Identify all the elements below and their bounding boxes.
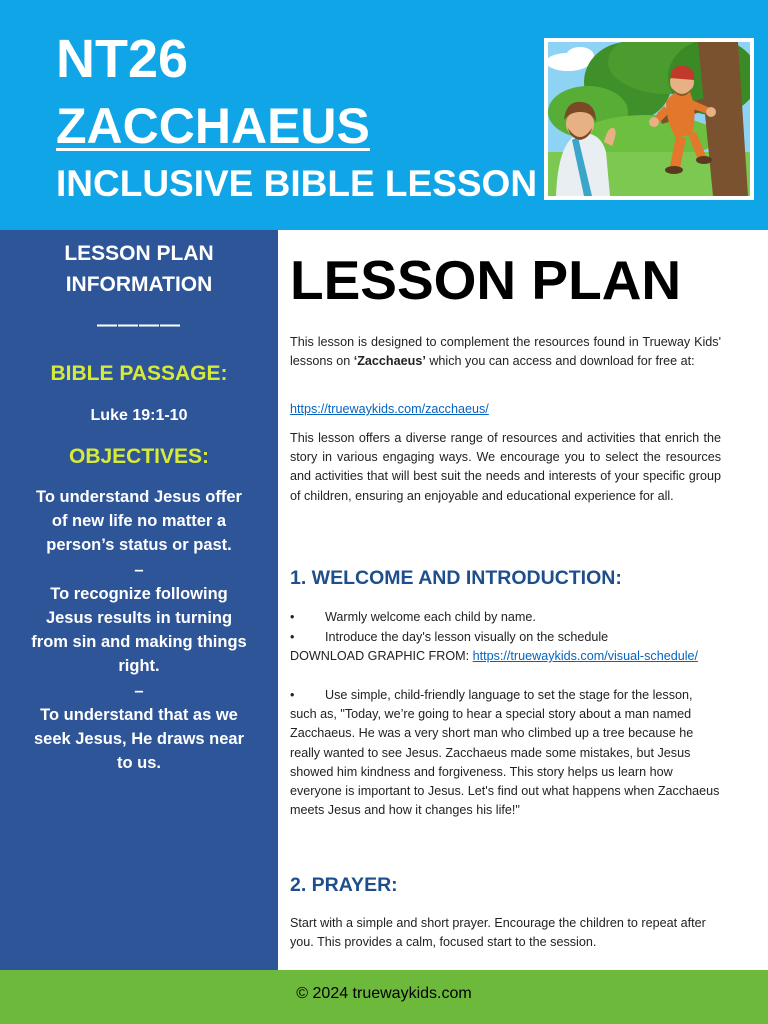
lesson-kind: INCLUSIVE BIBLE LESSON [56, 163, 538, 204]
objectives-list [26, 485, 252, 775]
bible-passage-label: BIBLE PASSAGE: [50, 362, 228, 385]
lesson-link[interactable]: https://truewaykids.com/zacchaeus/ [290, 402, 489, 416]
bullet: • [290, 630, 295, 644]
objective-item: To understand Jesus offer of new life no matter a person’s status or past. [36, 488, 242, 555]
sidebar-heading [0, 238, 278, 300]
sidebar-divider: ———— [97, 314, 181, 336]
sidebar-heading-line1: LESSON PLAN [64, 242, 214, 265]
visual-schedule-link[interactable]: https://truewaykids.com/visual-schedule/ [472, 649, 699, 664]
footer [0, 970, 768, 1024]
intro-text-end: which you can access and download for free at: [425, 354, 695, 369]
objective-item: To understand that as we seek Jesus, He draws near to us. [33, 705, 245, 773]
bullet: • [290, 610, 295, 624]
welcome-item [290, 608, 721, 627]
lesson-info-sidebar [0, 230, 278, 970]
zacchaeus-in-tree-illustration [544, 38, 754, 200]
lesson-code: NT26 [56, 29, 189, 89]
objective-separator: – [134, 681, 144, 700]
intro-link-line [290, 400, 721, 419]
intro-paragraph-2: This lesson offers a diverse range of resources and activities that enrich the story in various engaging ways. We encourage you to select the resources and activities that will best suit the needs and interests of your specific group of children, ensuring an enjoyable and educational experience for all. [290, 431, 721, 503]
intro-text: This lesson is designed to complement the resources found in Trueway Kids' lessons on [290, 335, 721, 369]
header-banner [0, 0, 768, 230]
intro-lesson-name: ‘Zacchaeus’ [353, 354, 426, 369]
objective-item: To recognize following Jesus results in turning from sin and making things right. [31, 584, 247, 676]
objective-separator: – [134, 560, 144, 579]
intro-paragraph [290, 333, 721, 371]
page-title: LESSON PLAN [290, 249, 682, 311]
welcome-section-heading: 1. WELCOME AND INTRODUCTION: [290, 567, 622, 589]
footer-copyright: © 2024 truewaykids.com [296, 985, 472, 1002]
bullet: • [290, 688, 295, 702]
lesson-subject: ZACCHAEUS [56, 98, 370, 154]
bible-passage-value: Luke 19:1-10 [90, 407, 188, 424]
intro-language-text: Use simple, child-friendly language to set the stage for the lesson, such as, "Today, we’re going to hear a special story about a man named Zacchaeus. He was a very short man who climbed up a tree because he really wanted to see Jesus. Zacchaeus made some mistakes, but Jesus showed him kindness and forgiveness. This story helps us learn how everyone is important to Jesus. Let's find out what happens when Zacchaeus meets Jesus and how it changes his life!" [290, 688, 720, 818]
schedule-item [290, 628, 721, 666]
prayer-paragraph: Start with a simple and short prayer. Encourage the children to repeat after you. This provides a calm, focused start to the session. [290, 916, 706, 950]
welcome-item-text: Warmly welcome each child by name. [325, 610, 536, 624]
sidebar-heading-line2: INFORMATION [65, 273, 213, 296]
intro-language-item [290, 686, 721, 820]
download-label: DOWNLOAD GRAPHIC FROM: [290, 649, 473, 664]
prayer-section-heading: 2. PRAYER: [290, 874, 398, 896]
objectives-label: OBJECTIVES: [68, 445, 210, 468]
schedule-item-text: Introduce the day's lesson visually on the schedule [325, 630, 609, 644]
